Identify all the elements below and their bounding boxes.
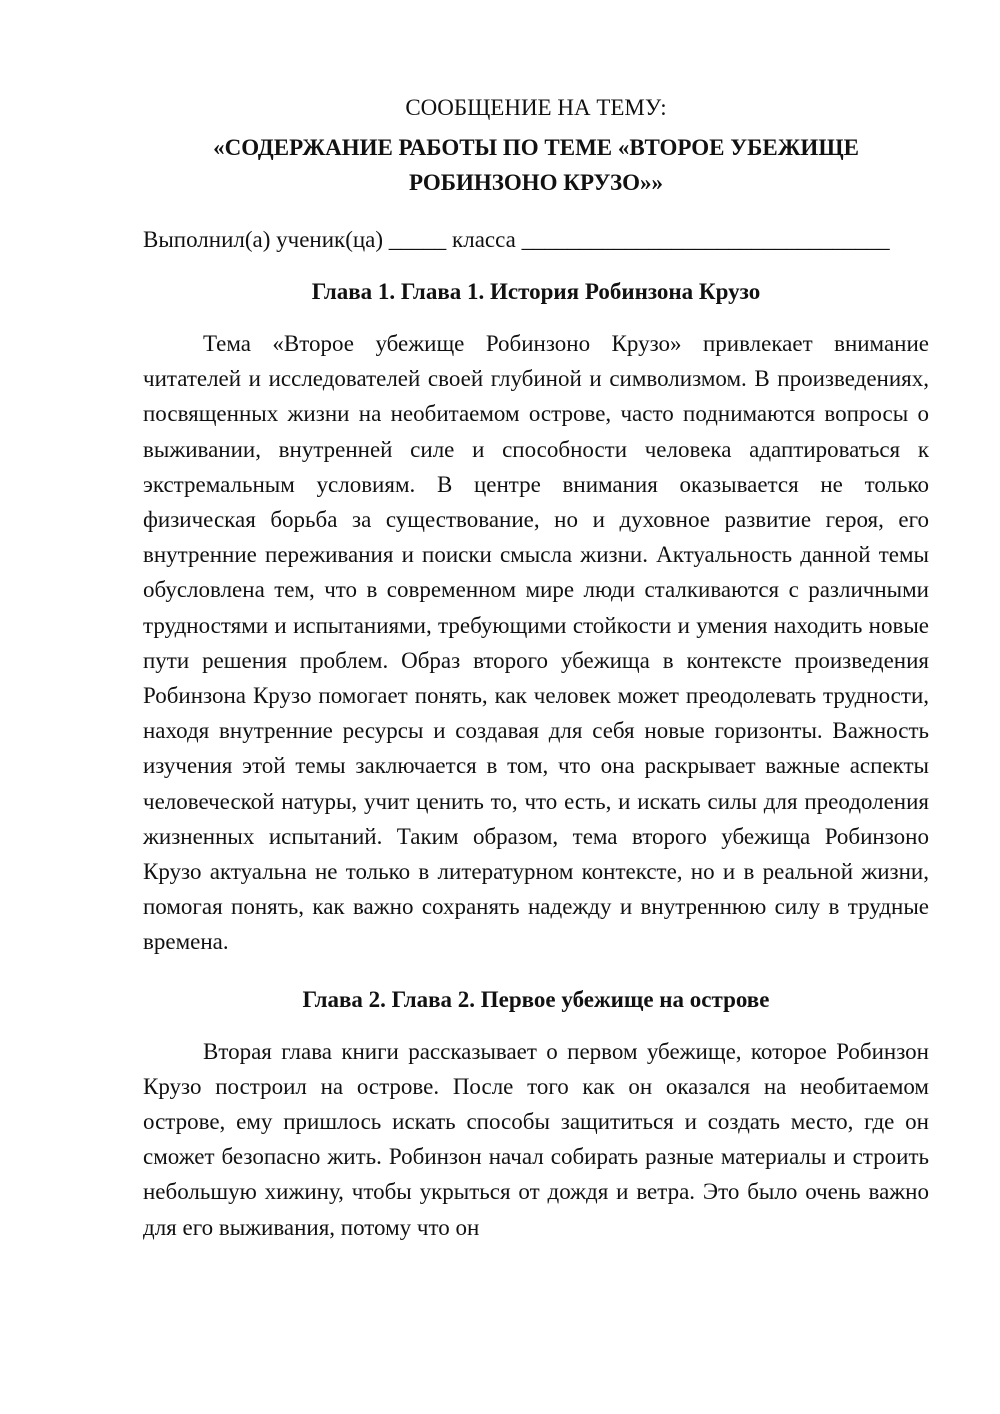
chapter-2-paragraph: Вторая глава книги рассказывает о первом убежище, которое Робинзон Крузо построил на острове. После того как он оказался на необитаемом острове, ему пришлось искать способы защититься и создать место, где он сможет безопасно жить. Робинзон начал собирать разные материалы и строить небольшую хижину, чтобы укрыться от дождя и ветра. Это было очень важно для его выживания, потому что он (143, 1038, 929, 1240)
document-label: СООБЩЕНИЕ НА ТЕМУ: (405, 95, 667, 120)
chapter-1-title: Глава 1. Глава 1. История Робинзона Крузо (311, 279, 761, 304)
chapter-1-paragraph: Тема «Второе убежище Робинзоно Крузо» привлекает внимание читателей и исследователей своей глубиной и символизмом. В произведениях, посвященных жизни на необитаемом острове, часто поднимаются вопросы о выживании, внутренней силе и способности человека адаптироваться к экстремальным условиям. В центре внимания оказывается не только физическая борьба за существование, но и духовное развитие героя, его внутренние переживания и поиски смысла жизни. Актуальность данной темы обусловлена тем, что в современном мире люди сталкиваются с различными трудностями и испытаниями, требующими стойкости и умения находить новые пути решения проблем. Образ второго убежища в контексте произведения Робинзона Крузо помогает понять, как человек может преодолевать трудности, находя внутренние ресурсы и создавая для себя новые горизонты. Важность изучения этой темы заключается в том, что она раскрывает важные аспекты человеческой натуры, учит ценить то, что есть, и искать силы для преодоления жизненных испытаний. Таким образом, тема второго убежища Робинзоно Крузо актуальна не только в литературном контексте, но и в реальной жизни, помогая понять, как важно сохранять надежду и внутреннюю силу в трудные времена. (143, 331, 929, 955)
document-title: «СОДЕРЖАНИЕ РАБОТЫ ПО ТЕМЕ «ВТОРОЕ УБЕЖИЩЕ РОБИНЗОНО КРУЗО»» (213, 135, 859, 195)
chapter-2-title: Глава 2. Глава 2. Первое убежище на острове (302, 986, 770, 1012)
author-line: Выполнил(а) ученик(ца) _____ класса ________________________________ (143, 227, 890, 252)
document-page (143, 88, 929, 1245)
